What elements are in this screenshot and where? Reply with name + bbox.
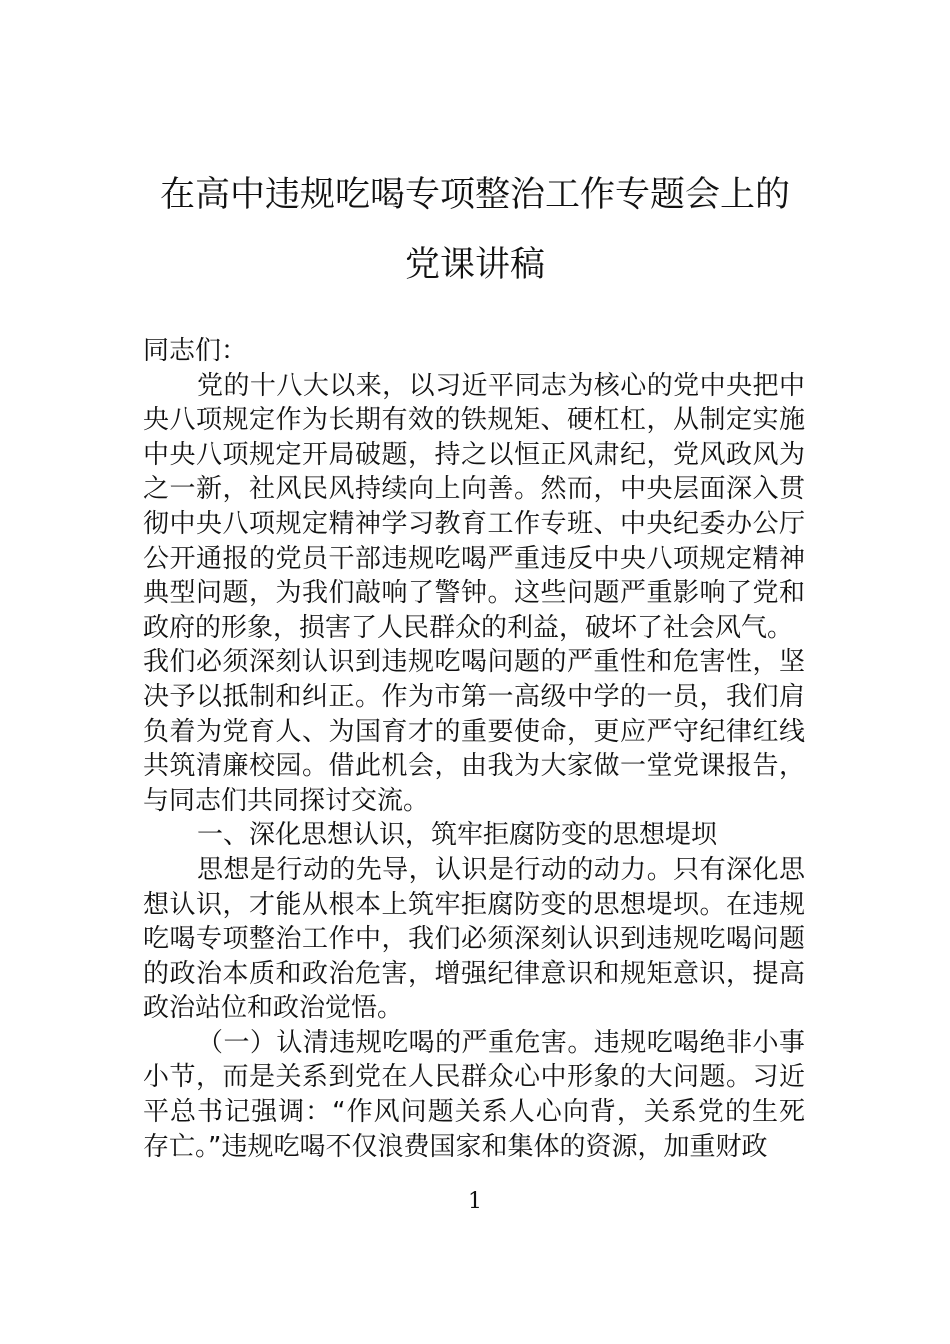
paragraph-commitment: 我们必须深刻认识到违规吃喝问题的严重性和危害性，坚决予以抵制和纠正。作为市第一高级中学的一员，我们肩负着为党育人、为国育才的重要使命，更应严守纪律红线共筑清廉校园。借此机会，由我为大家做一堂党课报告，与同志们共同探讨交流。 — [143, 647, 805, 816]
document-title-line-1: 在高中违规吃喝专项整治工作专题会上的 — [159, 175, 790, 215]
salutation: 同志们： — [143, 336, 248, 366]
document-title-line-2: 党课讲稿 — [404, 245, 545, 285]
paragraph-intro: 党的十八大以来，以习近平同志为核心的党中央把中央八项规定作为长期有效的铁规矩、硬杠杠，从制定实施中央八项规定开局破题，持之以恒正风肃纪，党风政风为之一新，社风民风持续向上向善。然而，中央层面深入贯彻中央八项规定精神学习教育工作专班、中央纪委办公厅公开通报的党员干部违规吃喝严重违反中央八项规定精神典型问题，为我们敲响了警钟。这些问题严重影响了党和政府的形象，损害了人民群众的利益，破坏了社会风气。 — [143, 370, 805, 643]
section-heading-1: 一、深化思想认识，筑牢拒腐防变的思想堤坝 — [197, 820, 718, 851]
paragraph-section-1: 思想是行动的先导，认识是行动的动力。只有深化思想认识，才能从根本上筑牢拒腐防变的思想堤坝。在违规吃喝专项整治工作中，我们必须深刻认识到违规吃喝问题的政治本质和政治危害，增强纪律意识和规矩意识，提高政治站位和政治觉悟。 — [143, 854, 805, 1024]
document-body — [143, 334, 805, 1164]
paragraph-subsection-1: （一）认清违规吃喝的严重危害。违规吃喝绝非小事小节，而是关系到党在人民群众心中形象的大问题。习近平总书记强调：“作风问题关系人心向背，关系党的生死存亡。”违规吃喝不仅浪费国家和集体的资源，加重财政 — [143, 1027, 805, 1162]
page-number: 1 — [468, 1189, 482, 1214]
